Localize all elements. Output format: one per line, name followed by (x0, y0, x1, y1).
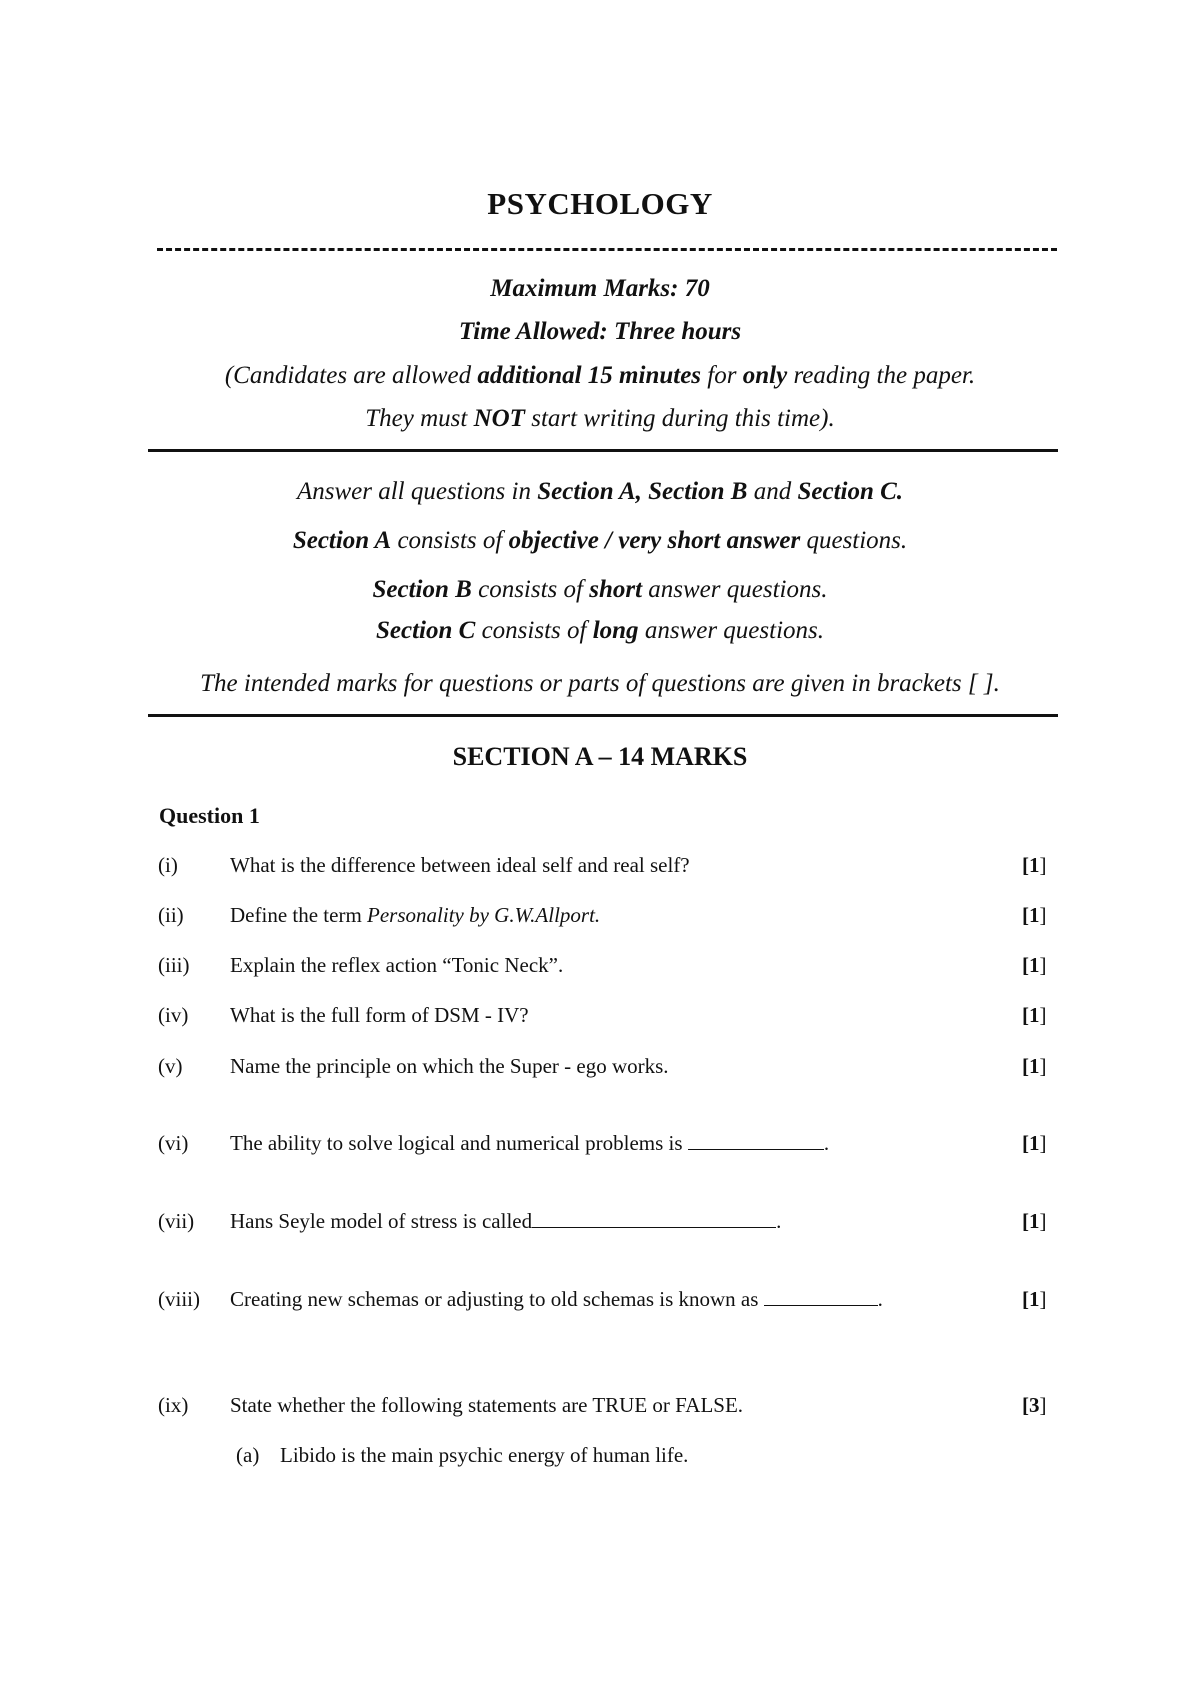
sub-item-text: Libido is the main psychic energy of human life. (280, 1443, 689, 1467)
question-marks: [1] (1022, 1003, 1047, 1027)
question-item (0, 1287, 1200, 1317)
answer-blank[interactable] (532, 1209, 776, 1228)
question-number: (vi) (158, 1131, 189, 1155)
question-item (0, 1054, 1200, 1084)
reading-time-note: (Candidates are allowed additional 15 minutes for only reading the paper. (224, 362, 976, 389)
question-text: Explain the reflex action “Tonic Neck”. (230, 953, 564, 977)
question-text: Creating new schemas or adjusting to old schemas is known as . (230, 1287, 883, 1311)
question-text: Name the principle on which the Super - ego works. (230, 1054, 669, 1078)
question-number: (vii) (158, 1209, 195, 1233)
question-marks: [1] (1022, 903, 1047, 927)
question-item (0, 853, 1200, 883)
instruction-line-3: Section B consists of short answer questions. (372, 576, 828, 603)
question-item (0, 953, 1200, 983)
question-marks: [1] (1022, 1054, 1047, 1078)
instruction-line-1: Answer all questions in Section A, Section B and Section C. (296, 478, 904, 505)
time-allowed: Time Allowed: Three hours (458, 318, 742, 345)
question-number: (ii) (158, 903, 184, 927)
question-number: (v) (158, 1054, 183, 1078)
divider-bottom (148, 714, 1058, 717)
question-marks: [1] (1022, 853, 1047, 877)
instruction-line-4: Section C consists of long answer questions. (376, 617, 824, 644)
question-marks: [1] (1022, 1131, 1047, 1155)
instruction-line-5: The intended marks for questions or parts of questions are given in brackets [ ]. (200, 670, 1000, 697)
section-heading: SECTION A – 14 MARKS (452, 742, 748, 771)
divider-top (148, 449, 1058, 452)
question-item (0, 1003, 1200, 1033)
question-marks: [3] (1022, 1393, 1047, 1417)
max-marks: Maximum Marks: 70 (490, 275, 710, 302)
question-marks: [1] (1022, 1209, 1047, 1233)
question-number: (iii) (158, 953, 190, 977)
instruction-line-2: Section A consists of objective / very short answer questions. (292, 527, 908, 554)
question-text: The ability to solve logical and numerical problems is . (230, 1131, 830, 1155)
subject-title: PSYCHOLOGY (487, 186, 713, 221)
dashed-divider (157, 248, 1057, 251)
answer-blank[interactable] (688, 1131, 824, 1150)
question-item (0, 903, 1200, 933)
question-item (0, 1131, 1200, 1161)
question-text: What is the difference between ideal self and real self? (230, 853, 690, 877)
question-item (0, 1209, 1200, 1239)
answer-blank[interactable] (764, 1287, 878, 1306)
question-title: Question 1 (159, 803, 260, 828)
question-marks: [1] (1022, 953, 1047, 977)
writing-note: They must NOT start writing during this time). (365, 405, 835, 432)
question-text: Define the term Personality by G.W.Allport. (230, 903, 601, 927)
question-number: (iv) (158, 1003, 189, 1027)
question-number: (i) (158, 853, 178, 877)
question-text: What is the full form of DSM - IV? (230, 1003, 529, 1027)
question-text: State whether the following statements are TRUE or FALSE. (230, 1393, 744, 1417)
question-number: (viii) (158, 1287, 200, 1311)
question-text: Hans Seyle model of stress is called . (230, 1209, 782, 1233)
question-item (0, 1393, 1200, 1423)
question-marks: [1] (1022, 1287, 1047, 1311)
sub-item-number: (a) (236, 1443, 260, 1467)
question-number: (ix) (158, 1393, 189, 1417)
